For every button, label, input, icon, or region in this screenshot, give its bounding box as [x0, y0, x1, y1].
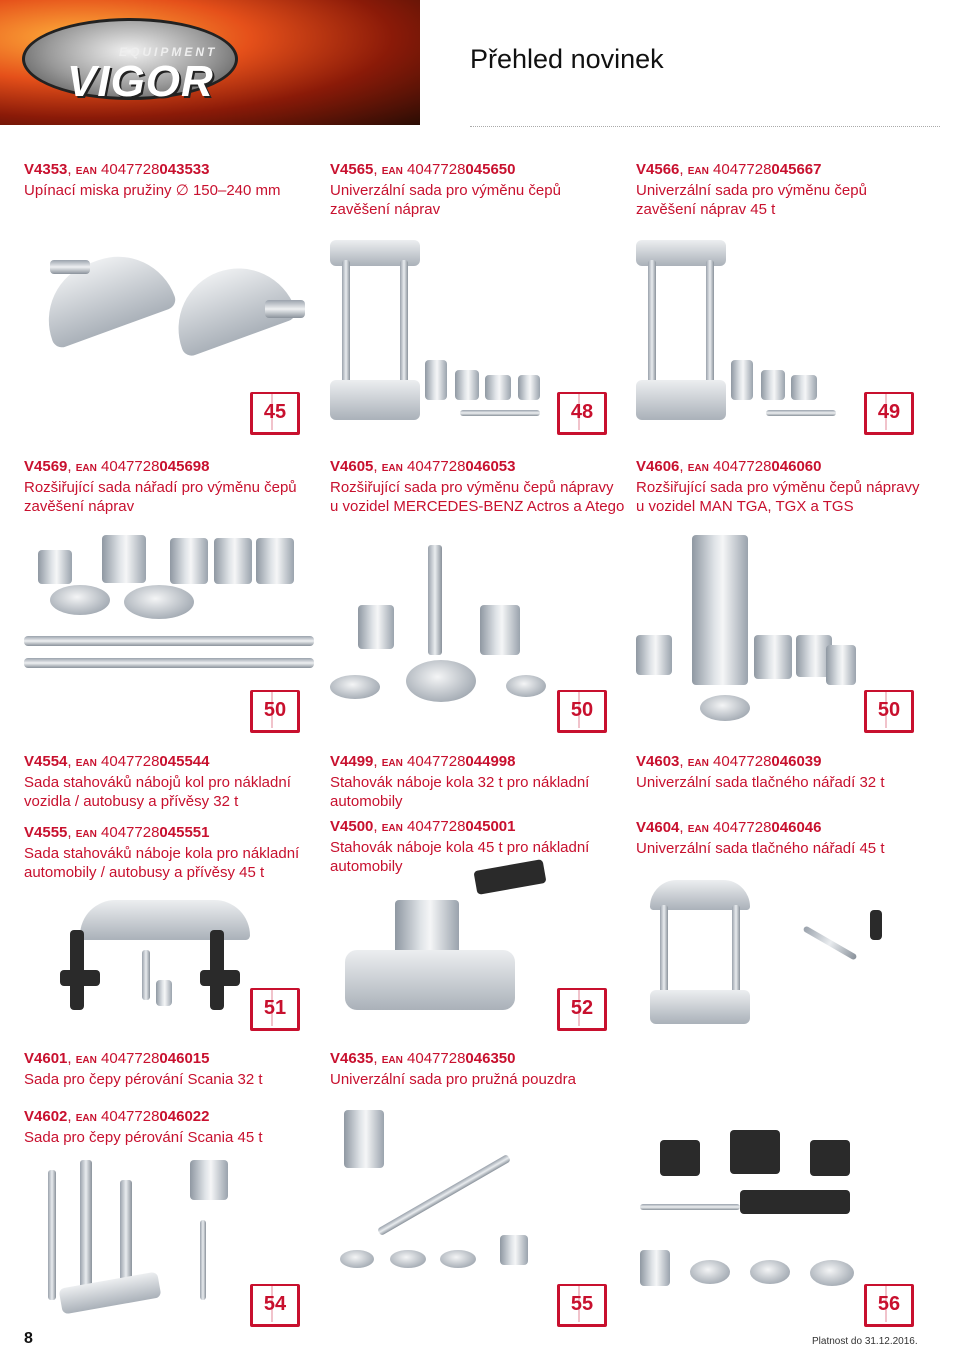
ean-suffix: 045551 — [159, 824, 210, 841]
ean-suffix: 045667 — [771, 161, 822, 178]
product-v4555: V4555, EAN 4047728045551 Sada stahováků náboje kola pro nákladní automobily / autobusy a přívěsy 45 t — [24, 823, 319, 882]
product-description: Stahovák náboje kola 45 t pro nákladní automobily — [330, 839, 590, 875]
ean-prefix: 4047728 — [407, 1050, 466, 1067]
product-code: V4604 — [636, 819, 680, 836]
ean-prefix: 4047728 — [407, 458, 466, 475]
product-description: Univerzální sada tlačného nářadí 32 t — [636, 774, 885, 791]
ean-label: EAN — [381, 1055, 403, 1066]
product-v4566: V4566, EAN 4047728045667 Univerzální sada pro výměnu čepů zavěšení náprav 45 t — [636, 160, 931, 219]
product-description: Univerzální sada tlačného nářadí 45 t — [636, 840, 885, 857]
page-reference-book[interactable]: 50 — [557, 690, 607, 733]
ean-suffix: 043533 — [159, 161, 210, 178]
ean-prefix: 4047728 — [101, 1050, 160, 1067]
pressing-set-photo — [650, 880, 900, 1030]
ean-prefix: 4047728 — [101, 161, 160, 178]
validity-note: Platnost do 31.12.2016. — [812, 1336, 918, 1347]
product-v4569: V4569, EAN 4047728045698 Rozšiřující sada nářadí pro výměnu čepů zavěšení náprav — [24, 457, 319, 516]
ean-prefix: 4047728 — [407, 818, 466, 835]
ean-prefix: 4047728 — [713, 458, 772, 475]
ean-label: EAN — [75, 829, 97, 840]
ean-prefix: 4047728 — [713, 819, 772, 836]
spring-cup-photo — [30, 220, 310, 400]
ean-label: EAN — [75, 1055, 97, 1066]
page-reference-book[interactable]: 52 — [557, 988, 607, 1031]
ean-label: EAN — [687, 166, 709, 177]
ean-prefix: 4047728 — [713, 161, 772, 178]
product-description: Univerzální sada pro pružná pouzdra — [330, 1071, 576, 1088]
product-v4604: V4604, EAN 4047728046046 Univerzální sada tlačného nářadí 45 t — [636, 818, 931, 858]
page-reference-book[interactable]: 49 — [864, 392, 914, 435]
product-code: V4566 — [636, 161, 680, 178]
ean-prefix: 4047728 — [101, 1108, 160, 1125]
ean-prefix: 4047728 — [101, 824, 160, 841]
bushing-set-photo — [330, 230, 550, 430]
product-code: V4565 — [330, 161, 374, 178]
product-description: Rozšiřující sada nářadí pro výměnu čepů zavěšení náprav — [24, 479, 297, 515]
ean-prefix: 4047728 — [407, 753, 466, 770]
page-reference-book[interactable]: 51 — [250, 988, 300, 1031]
page-header — [0, 0, 960, 125]
wheel-hub-puller-photo — [345, 860, 545, 1020]
product-description: Univerzální sada pro výměnu čepů zavěšení náprav 45 t — [636, 182, 867, 218]
pressing-tools-photo — [640, 1130, 870, 1310]
product-v4499: V4499, EAN 4047728044998 Stahovák náboje kola 32 t pro nákladní automobily V4500, EAN 4047728045001 Stahovák náboje kola 45 t pro nákladní automobily — [330, 752, 625, 876]
ean-label: EAN — [381, 758, 403, 769]
product-v4554: V4554, EAN 4047728045544 Sada stahováků nábojů kol pro nákladní vozidla / autobusy a přívěsy 32 t V4555, EAN 4047728045551 Sada stahováků náboje kola pro nákladní automobily / autobusy a přívěsy 45 t — [24, 752, 319, 882]
product-description: Sada pro čepy pérování Scania 32 t — [24, 1071, 263, 1088]
ean-suffix: 045544 — [159, 753, 210, 770]
ean-suffix: 044998 — [465, 753, 516, 770]
logo-brand-text: VIGOR — [67, 57, 214, 106]
ean-label: EAN — [381, 823, 403, 834]
page-reference-book[interactable]: 50 — [864, 690, 914, 733]
product-code: V4569 — [24, 458, 68, 475]
page-reference-book[interactable]: 56 — [864, 1284, 914, 1327]
page-reference-book[interactable]: 50 — [250, 690, 300, 733]
product-code: V4603 — [636, 753, 680, 770]
man-set-photo — [636, 535, 856, 725]
ean-label: EAN — [687, 463, 709, 474]
ean-label: EAN — [687, 758, 709, 769]
product-v4601: V4601, EAN 4047728046015 Sada pro čepy pérování Scania 32 t V4602, EAN 4047728046022 Sada pro čepy pérování Scania 45 t — [24, 1049, 319, 1147]
page-reference-book[interactable]: 54 — [250, 1284, 300, 1327]
ean-label: EAN — [75, 1113, 97, 1124]
bush-set-photo — [340, 1110, 540, 1280]
ean-label: EAN — [687, 824, 709, 835]
ean-prefix: 4047728 — [407, 161, 466, 178]
page-title: Přehled novinek — [470, 44, 664, 74]
product-description: Sada pro čepy pérování Scania 45 t — [24, 1129, 263, 1146]
product-description: Sada stahováků nábojů kol pro nákladní vozidla / autobusy a přívěsy 32 t — [24, 774, 291, 810]
page-reference-book[interactable]: 48 — [557, 392, 607, 435]
product-v4605: V4605, EAN 4047728046053 Rozšiřující sada pro výměnu čepů nápravy u vozidel MERCEDES-BENZ Actros a Atego — [330, 458, 625, 515]
ean-suffix: 045698 — [159, 458, 210, 475]
product-v4635: V4635, EAN 4047728046350 Univerzální sada pro pružná pouzdra — [330, 1049, 625, 1089]
ean-suffix: 046039 — [771, 753, 822, 770]
ean-label: EAN — [75, 758, 97, 769]
page-reference-book[interactable]: 45 — [250, 392, 300, 435]
product-code: V4601 — [24, 1050, 68, 1067]
product-description: Rozšiřující sada pro výměnu čepů nápravy u vozidel MERCEDES-BENZ Actros a Atego — [330, 479, 625, 515]
ean-prefix: 4047728 — [101, 753, 160, 770]
product-code: V4555 — [24, 824, 68, 841]
product-code: V4602 — [24, 1108, 68, 1125]
ean-suffix: 046015 — [159, 1050, 210, 1067]
page-number: 8 — [24, 1330, 33, 1347]
logo-equipment-text: EQUIPMENT — [119, 45, 218, 59]
header-divider — [470, 126, 940, 127]
product-code: V4353 — [24, 161, 68, 178]
vigor-logo — [22, 18, 238, 106]
ean-label: EAN — [381, 166, 403, 177]
ean-suffix: 046022 — [159, 1108, 210, 1125]
ean-prefix: 4047728 — [101, 458, 160, 475]
hub-puller-photo — [60, 900, 260, 1020]
ean-label: EAN — [75, 463, 97, 474]
scania-set-photo — [40, 1160, 240, 1320]
ean-suffix: 046046 — [771, 819, 822, 836]
product-v4500: V4500, EAN 4047728045001 Stahovák náboje kola 45 t pro nákladní automobily — [330, 817, 625, 876]
product-v4602: V4602, EAN 4047728046022 Sada pro čepy pérování Scania 45 t — [24, 1107, 319, 1147]
product-code: V4554 — [24, 753, 68, 770]
mercedes-set-photo — [330, 545, 550, 715]
extension-set-photo — [24, 530, 314, 680]
ean-suffix: 045650 — [465, 161, 516, 178]
page-reference-book[interactable]: 55 — [557, 1284, 607, 1327]
product-code: V4606 — [636, 458, 680, 475]
ean-prefix: 4047728 — [713, 753, 772, 770]
ean-suffix: 046350 — [465, 1050, 516, 1067]
product-code: V4605 — [330, 458, 374, 475]
ean-suffix: 046053 — [465, 458, 516, 475]
product-v4606: V4606, EAN 4047728046060 Rozšiřující sada pro výměnu čepů nápravy u vozidel MAN TGA, TGX a TGS — [636, 457, 931, 516]
product-v4603: V4603, EAN 4047728046039 Univerzální sada tlačného nářadí 32 t V4604, EAN 4047728046046 Univerzální sada tlačného nářadí 45 t — [636, 752, 931, 858]
ean-label: EAN — [75, 166, 97, 177]
product-code: V4635 — [330, 1050, 374, 1067]
product-v4565: V4565, EAN 4047728045650 Univerzální sada pro výměnu čepů zavěšení náprav — [330, 160, 625, 219]
product-description: Stahovák náboje kola 32 t pro nákladní automobily — [330, 774, 590, 810]
ean-label: EAN — [381, 463, 403, 474]
product-code: V4500 — [330, 818, 374, 835]
bushing-set-45t-photo — [636, 230, 846, 430]
ean-suffix: 046060 — [771, 458, 822, 475]
product-description: Univerzální sada pro výměnu čepů zavěšení náprav — [330, 182, 561, 218]
product-description: Upínací miska pružiny ∅ 150–240 mm — [24, 182, 281, 199]
product-v4353: V4353, EAN 4047728043533 Upínací miska pružiny ∅ 150–240 mm — [24, 160, 319, 200]
product-description: Sada stahováků náboje kola pro nákladní automobily / autobusy a přívěsy 45 t — [24, 845, 300, 881]
product-code: V4499 — [330, 753, 374, 770]
product-description: Rozšiřující sada pro výměnu čepů nápravy u vozidel MAN TGA, TGX a TGS — [636, 479, 920, 515]
ean-suffix: 045001 — [465, 818, 516, 835]
